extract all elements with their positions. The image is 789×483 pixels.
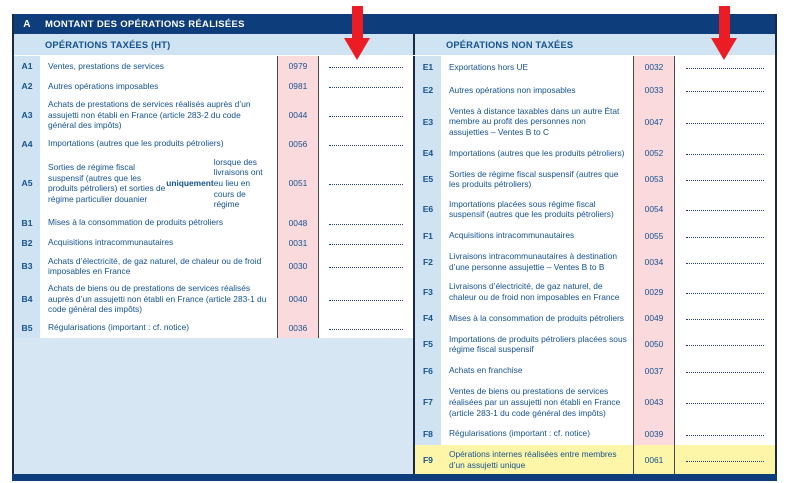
dotted-entry-line — [329, 183, 402, 185]
form-body — [14, 56, 775, 475]
row-label: Importations de produits pétroliers placées sous régime fiscal suspensif — [448, 333, 627, 355]
row-ref-b5: B5 — [14, 318, 40, 338]
left-column-heading — [14, 34, 415, 55]
row-code: 0032 — [633, 56, 675, 79]
form-bottom-bar — [12, 474, 777, 481]
row-ref-f5: F5 — [415, 329, 441, 359]
dotted-entry-line — [329, 299, 402, 301]
row-amount-input[interactable] — [675, 277, 775, 307]
row-label: Livraisons intracommunautaires à destination d’une personne assujettie – Ventes B to B — [448, 251, 618, 272]
table-row — [14, 154, 413, 213]
row-label: Mises à la consommation de produits pétroliers — [48, 217, 224, 228]
row-label: Ventes, prestations de services — [48, 60, 164, 71]
table-row — [14, 233, 413, 253]
right-column-heading — [415, 34, 775, 55]
row-code: 0054 — [633, 194, 675, 224]
row-amount-input[interactable] — [675, 142, 775, 165]
table-row — [415, 56, 775, 79]
table-row — [415, 382, 775, 422]
table-row — [415, 165, 775, 195]
section-letter: A — [23, 18, 31, 30]
column-headings — [14, 34, 775, 56]
dotted-entry-line — [686, 90, 764, 92]
dotted-entry-line — [686, 371, 764, 373]
dotted-entry-line — [686, 460, 764, 462]
row-label: Achats d’électricité, de gaz naturel, de chaleur ou de froid imposables en France — [48, 255, 262, 277]
row-ref-a5: A5 — [14, 154, 40, 213]
row-code: 0981 — [277, 76, 319, 96]
row-ref-a1: A1 — [14, 56, 40, 76]
row-code: 0048 — [277, 213, 319, 233]
table-row — [14, 280, 413, 318]
dotted-entry-line — [686, 67, 764, 69]
row-code: 0050 — [633, 329, 675, 359]
row-amount-input[interactable] — [319, 253, 413, 280]
row-label: Livraisons d’électricité, de gaz naturel, de chaleur ou de froid non imposables en France — [448, 281, 620, 302]
dotted-entry-line — [329, 66, 402, 68]
row-label: Régularisations (important : cf. notice) — [48, 322, 190, 333]
dotted-entry-line — [329, 266, 402, 268]
row-amount-input[interactable] — [319, 280, 413, 318]
taxed-operations-rows — [14, 56, 413, 338]
row-code: 0034 — [633, 247, 675, 277]
row-amount-input[interactable] — [675, 224, 775, 247]
dotted-entry-line — [686, 209, 764, 211]
table-row — [14, 56, 413, 76]
dotted-entry-line — [686, 402, 764, 404]
row-label: Mises à la consommation de produits pétroliers — [448, 312, 624, 323]
row-amount-input[interactable] — [675, 329, 775, 359]
row-ref-b4: B4 — [14, 280, 40, 318]
table-row — [14, 96, 413, 134]
row-code: 0030 — [277, 253, 319, 280]
row-code: 0029 — [633, 277, 675, 307]
table-row — [14, 134, 413, 154]
row-ref-f2: F2 — [415, 247, 441, 277]
table-row — [14, 318, 413, 338]
row-ref-f7: F7 — [415, 382, 441, 422]
dotted-entry-line — [686, 153, 764, 155]
row-code: 0979 — [277, 56, 319, 76]
row-code: 0052 — [633, 142, 675, 165]
row-ref-e1: E1 — [415, 56, 441, 79]
row-ref-b1: B1 — [14, 213, 40, 233]
row-code: 0037 — [633, 359, 675, 382]
row-code: 0044 — [277, 96, 319, 134]
row-label: Régularisations (important : cf. notice) — [448, 428, 590, 439]
row-amount-input[interactable] — [675, 359, 775, 382]
dotted-entry-line — [686, 318, 764, 320]
row-ref-f9: F9 — [415, 445, 441, 475]
table-row — [415, 194, 775, 224]
row-label: Sorties de régime fiscal suspensif (autres que les produits pétroliers) — [448, 168, 619, 190]
row-label: Importations (autres que les produits pétroliers) — [448, 147, 625, 158]
row-ref-e6: E6 — [415, 194, 441, 224]
row-label: Ventes à distance taxables dans un autre État membre au profit des personnes non assujetties – Ventes B to C — [448, 105, 620, 137]
untaxed-operations-panel — [415, 56, 775, 475]
row-amount-input[interactable] — [675, 101, 775, 141]
table-row — [415, 224, 775, 247]
row-ref-b2: B2 — [14, 233, 40, 253]
row-label: Ventes de biens ou prestations de services réalisées par un assujetti non établi en France (article 283-1 du code général des impôts) — [448, 386, 621, 418]
table-row — [14, 76, 413, 96]
row-label: Opérations internes réalisées entre membres d’un assujetti unique — [448, 449, 617, 471]
dotted-entry-line — [329, 328, 402, 330]
row-ref-e4: E4 — [415, 142, 441, 165]
row-amount-input[interactable] — [319, 213, 413, 233]
row-label: Importations (autres que les produits pétroliers) — [48, 138, 224, 149]
table-row — [415, 247, 775, 277]
row-code: 0039 — [633, 422, 675, 445]
table-row — [415, 445, 775, 475]
row-ref-f4: F4 — [415, 307, 441, 330]
row-ref-b3: B3 — [14, 253, 40, 280]
table-row — [415, 422, 775, 445]
row-amount-input[interactable] — [675, 165, 775, 195]
dotted-entry-line — [686, 292, 764, 294]
untaxed-operations-rows — [415, 56, 775, 475]
row-amount-input[interactable] — [675, 382, 775, 422]
table-row — [415, 101, 775, 141]
row-amount-input[interactable] — [319, 233, 413, 253]
row-amount-input[interactable] — [675, 445, 775, 475]
row-code: 0049 — [633, 307, 675, 330]
left-heading-label: OPÉRATIONS TAXÉES (HT) — [45, 39, 171, 50]
row-amount-input[interactable] — [675, 307, 775, 330]
dotted-entry-line — [686, 434, 764, 436]
dotted-entry-line — [329, 223, 402, 225]
table-row — [415, 359, 775, 382]
row-amount-input[interactable] — [319, 96, 413, 134]
table-row — [415, 142, 775, 165]
table-row — [14, 213, 413, 233]
row-ref-e2: E2 — [415, 79, 441, 102]
row-code: 0033 — [633, 79, 675, 102]
row-code: 0040 — [277, 280, 319, 318]
tax-form-section-a — [12, 14, 777, 474]
row-ref-a2: A2 — [14, 76, 40, 96]
dotted-entry-line — [686, 236, 764, 238]
dotted-entry-line — [329, 86, 402, 88]
row-label: Achats en franchise — [448, 365, 523, 376]
row-amount-input[interactable] — [319, 154, 413, 213]
row-amount-input[interactable] — [675, 79, 775, 102]
dotted-entry-line — [329, 115, 402, 117]
row-amount-input[interactable] — [319, 134, 413, 154]
row-amount-input[interactable] — [675, 194, 775, 224]
row-label: Acquisitions intracommunautaires — [448, 230, 575, 241]
row-label: Acquisitions intracommunautaires — [48, 237, 174, 248]
row-amount-input[interactable] — [675, 56, 775, 79]
row-amount-input[interactable] — [319, 56, 413, 76]
row-label: Importations placées sous régime fiscal suspensif (autres que les produits pétroliers) — [448, 198, 614, 220]
dotted-entry-line — [686, 122, 764, 124]
table-row — [415, 307, 775, 330]
row-code: 0056 — [277, 134, 319, 154]
row-ref-f6: F6 — [415, 359, 441, 382]
row-label: Achats de biens ou de prestations de services réalisés auprès d’un assujetti non établi en France (article 283-1 du code général des impôts) — [48, 282, 267, 315]
row-amount-input[interactable] — [319, 318, 413, 338]
row-ref-e5: E5 — [415, 165, 441, 195]
row-code: 0036 — [277, 318, 319, 338]
right-heading-label: OPÉRATIONS NON TAXÉES — [445, 39, 574, 50]
row-amount-input[interactable] — [675, 422, 775, 445]
dotted-entry-line — [686, 262, 764, 264]
row-code: 0055 — [633, 224, 675, 247]
row-label: Sorties de régime fiscal suspensif (autres que les produits pétroliers) et sorties de régime particulier douanier uniquement lorsque des livraisons ont eu lieu en cours de régime — [48, 156, 263, 210]
row-code: 0047 — [633, 101, 675, 141]
row-code: 0043 — [633, 382, 675, 422]
section-header — [14, 14, 775, 34]
table-row — [415, 79, 775, 102]
dotted-entry-line — [329, 144, 402, 146]
row-ref-f8: F8 — [415, 422, 441, 445]
row-code: 0031 — [277, 233, 319, 253]
row-label: Autres opérations non imposables — [448, 84, 576, 95]
row-ref-e3: E3 — [415, 101, 441, 141]
dotted-entry-line — [686, 344, 764, 346]
row-label: Exportations hors UE — [448, 62, 529, 73]
section-title: MONTANT DES OPÉRATIONS RÉALISÉES — [45, 18, 245, 30]
table-row — [415, 277, 775, 307]
row-ref-a3: A3 — [14, 96, 40, 134]
dotted-entry-line — [329, 243, 402, 245]
row-code: 0051 — [277, 154, 319, 213]
row-amount-input[interactable] — [675, 247, 775, 277]
row-amount-input[interactable] — [319, 76, 413, 96]
taxed-operations-panel — [14, 56, 415, 475]
row-code: 0061 — [633, 445, 675, 475]
row-label: Autres opérations imposables — [48, 80, 159, 91]
row-ref-f3: F3 — [415, 277, 441, 307]
row-code: 0053 — [633, 165, 675, 195]
dotted-entry-line — [686, 179, 764, 181]
row-ref-f1: F1 — [415, 224, 441, 247]
row-label: Achats de prestations de services réalisés auprès d’un assujetti non établi en France (article 283-2 du code général des impôts) — [48, 99, 251, 131]
row-ref-a4: A4 — [14, 134, 40, 154]
table-row — [415, 329, 775, 359]
table-row — [14, 253, 413, 280]
